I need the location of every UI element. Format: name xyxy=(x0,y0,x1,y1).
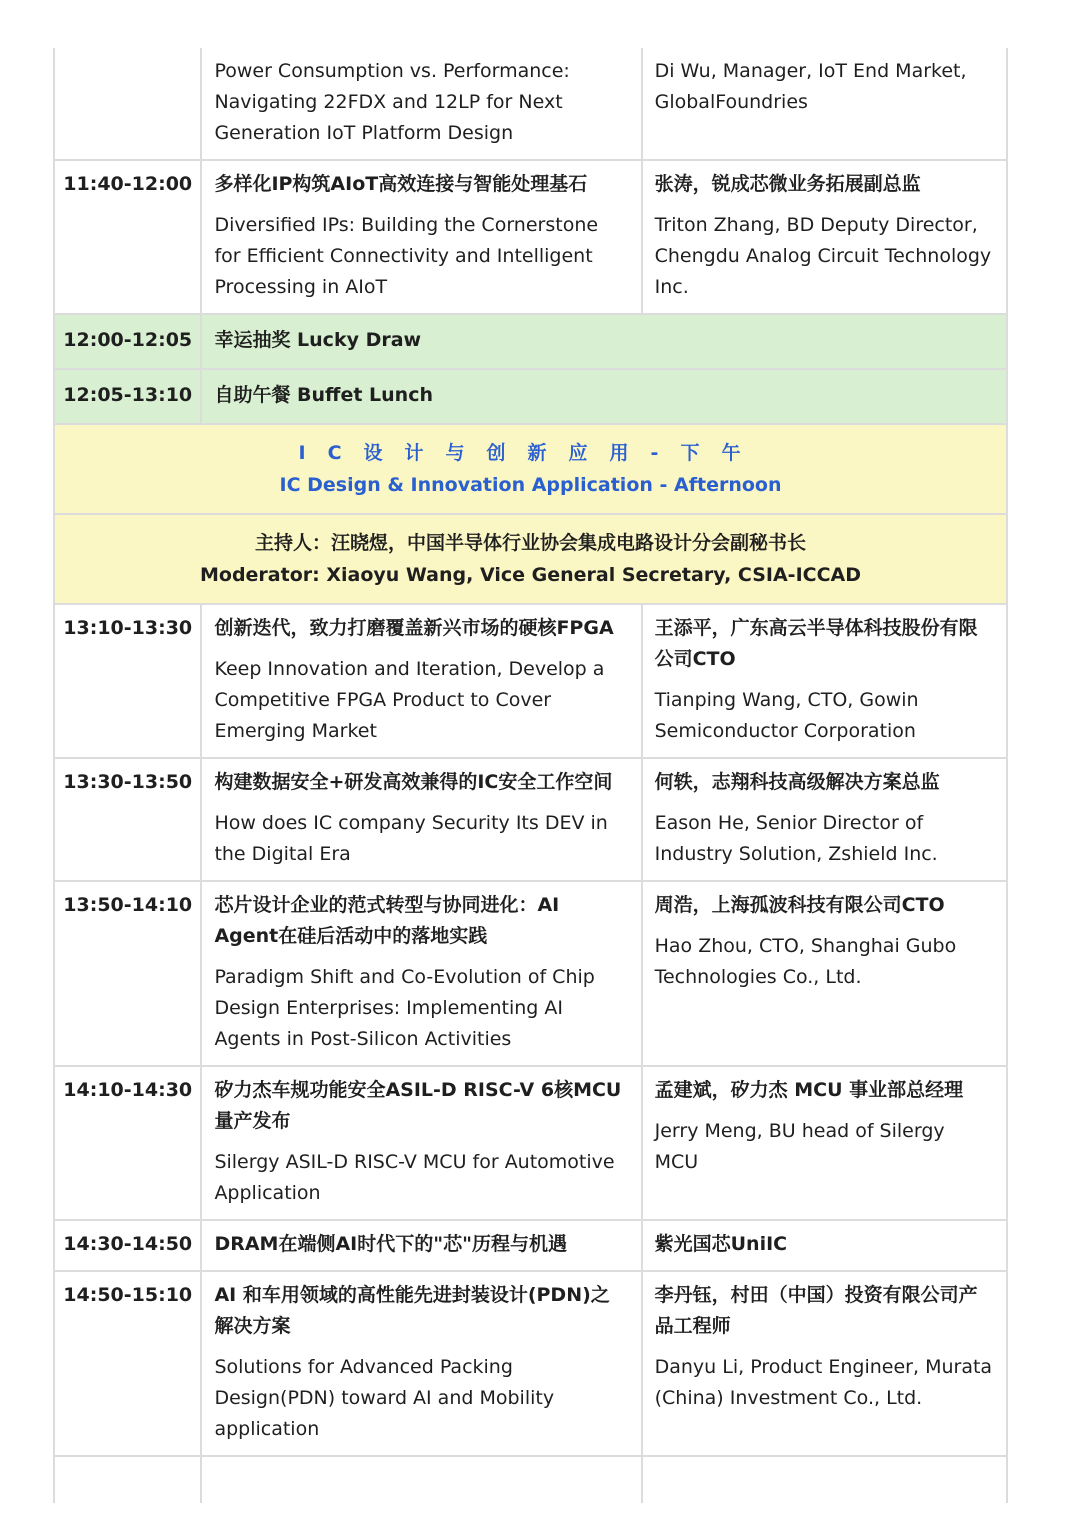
speaker-en: Jerry Meng, BU head of Silergy MCU xyxy=(654,1120,945,1173)
speaker-cell xyxy=(642,1066,1007,1220)
agenda-row xyxy=(54,881,1007,1066)
section-header-row xyxy=(54,424,1007,514)
speaker-cell xyxy=(642,48,1007,160)
talk-title-en: Solutions for Advanced Packing Design(PDN) toward AI and Mobility application xyxy=(214,1356,555,1440)
agenda-row xyxy=(54,1271,1007,1456)
agenda-row xyxy=(54,604,1007,758)
time-cell: 12:05-13:10 xyxy=(54,369,201,424)
talk-title-en: How does IC company Security Its DEV in the Digital Era xyxy=(214,812,608,865)
talk-title-en: Silergy ASIL-D RISC-V MCU for Automotive Application xyxy=(214,1151,615,1204)
speaker-en: Eason He, Senior Director of Industry Solution, Zshield Inc. xyxy=(654,812,938,865)
time-cell: 14:50-15:10 xyxy=(54,1271,201,1456)
agenda-row xyxy=(54,48,1007,160)
talk-title-cn: DRAM在端侧AI时代下的"芯"历程与机遇 xyxy=(214,1233,568,1255)
speaker-cn: 周浩，上海孤波科技有限公司CTO xyxy=(654,894,945,916)
section-title-cn: IC设计与创新应用-下午 xyxy=(298,442,763,464)
agenda-row xyxy=(54,758,1007,881)
speaker-en: Di Wu, Manager, IoT End Market, GlobalFoundries xyxy=(654,60,967,113)
agenda-row xyxy=(54,1066,1007,1220)
break-row xyxy=(54,314,1007,369)
speaker-cell xyxy=(642,160,1007,314)
speaker-cn: 王添平，广东高云半导体科技股份有限公司CTO xyxy=(654,617,978,670)
time-cell: 13:50-14:10 xyxy=(54,881,201,1066)
moderator-cn: 主持人：汪晓煜，中国半导体行业协会集成电路设计分会副秘书长 xyxy=(254,532,806,554)
time-cell: 13:10-13:30 xyxy=(54,604,201,758)
speaker-en: Tianping Wang, CTO, Gowin Semiconductor Corporation xyxy=(654,689,919,742)
talk-title-cn: 创新迭代，致力打磨覆盖新兴市场的硬核FPGA xyxy=(214,617,614,639)
talk-title-en: Power Consumption vs. Performance: Navigating 22FDX and 12LP for Next Generation IoT Platform Design xyxy=(214,60,570,144)
talk-title-en: Diversified IPs: Building the Cornerstone for Efficient Connectivity and Intelligent Processing in AIoT xyxy=(214,214,599,298)
title-cell xyxy=(201,881,641,1066)
agenda-row xyxy=(54,160,1007,314)
time-cell: 14:30-14:50 xyxy=(54,1220,201,1271)
time-cell: 12:00-12:05 xyxy=(54,314,201,369)
title-cell xyxy=(201,604,641,758)
break-row xyxy=(54,369,1007,424)
talk-title-cn: 多样化IP构筑AIoT高效连接与智能处理基石 xyxy=(214,173,588,195)
agenda-row xyxy=(54,1220,1007,1271)
talk-title-cn: AI 和车用领域的高性能先进封装设计(PDN)之解决方案 xyxy=(214,1284,610,1337)
speaker-cell xyxy=(642,1271,1007,1456)
talk-title-en: Keep Innovation and Iteration, Develop a Competitive FPGA Product to Cover Emerging Market xyxy=(214,658,605,742)
speaker-en: Danyu Li, Product Engineer, Murata (China) Investment Co., Ltd. xyxy=(654,1356,993,1409)
moderator-row xyxy=(54,514,1007,604)
title-cell xyxy=(201,1456,641,1503)
break-label: 幸运抽奖 Lucky Draw xyxy=(201,314,1007,369)
time-cell: 11:40-12:00 xyxy=(54,160,201,314)
title-cell xyxy=(201,1271,641,1456)
speaker-cn: 张涛，锐成芯微业务拓展副总监 xyxy=(654,173,921,195)
time-cell: 13:30-13:50 xyxy=(54,758,201,881)
title-cell xyxy=(201,160,641,314)
speaker-cell xyxy=(642,881,1007,1066)
speaker-cn: 何轶，志翔科技高级解决方案总监 xyxy=(654,771,940,793)
speaker-cell xyxy=(642,604,1007,758)
talk-title-cn: 构建数据安全+研发高效兼得的IC安全工作空间 xyxy=(214,771,613,793)
time-cell: 14:10-14:30 xyxy=(54,1066,201,1220)
break-label: 自助午餐 Buffet Lunch xyxy=(201,369,1007,424)
time-cell xyxy=(54,1456,201,1503)
speaker-cn: 紫光国芯UniIC xyxy=(654,1233,788,1255)
speaker-cn: 李丹钰，村田（中国）投资有限公司产品工程师 xyxy=(654,1284,978,1337)
speaker-cn: 孟建斌，矽力杰 MCU 事业部总经理 xyxy=(654,1079,964,1101)
moderator-en: Moderator: Xiaoyu Wang, Vice General Secretary, CSIA-ICCAD xyxy=(199,564,862,586)
speaker-en: Hao Zhou, CTO, Shanghai Gubo Technologies Co., Ltd. xyxy=(654,935,957,988)
time-cell xyxy=(54,48,201,160)
agenda-row xyxy=(54,1456,1007,1503)
title-cell xyxy=(201,1220,641,1271)
speaker-cell xyxy=(642,758,1007,881)
talk-title-en: Paradigm Shift and Co-Evolution of Chip Design Enterprises: Implementing AI Agents in Post-Silicon Activities xyxy=(214,966,595,1050)
speaker-cell xyxy=(642,1220,1007,1271)
title-cell xyxy=(201,758,641,881)
section-title-en: IC Design & Innovation Application - Afternoon xyxy=(279,474,782,496)
speaker-en: Triton Zhang, BD Deputy Director, Chengdu Analog Circuit Technology Inc. xyxy=(654,214,992,298)
title-cell xyxy=(201,1066,641,1220)
title-cell xyxy=(201,48,641,160)
talk-title-cn: 矽力杰车规功能安全ASIL-D RISC-V 6核MCU量产发布 xyxy=(214,1079,622,1132)
moderator-cell xyxy=(54,514,1007,604)
speaker-cell xyxy=(642,1456,1007,1503)
talk-title-cn: 芯片设计企业的范式转型与协同进化：AI Agent在硅后活动中的落地实践 xyxy=(214,894,560,947)
section-title-cell xyxy=(54,424,1007,514)
agenda-table xyxy=(53,48,1008,1503)
